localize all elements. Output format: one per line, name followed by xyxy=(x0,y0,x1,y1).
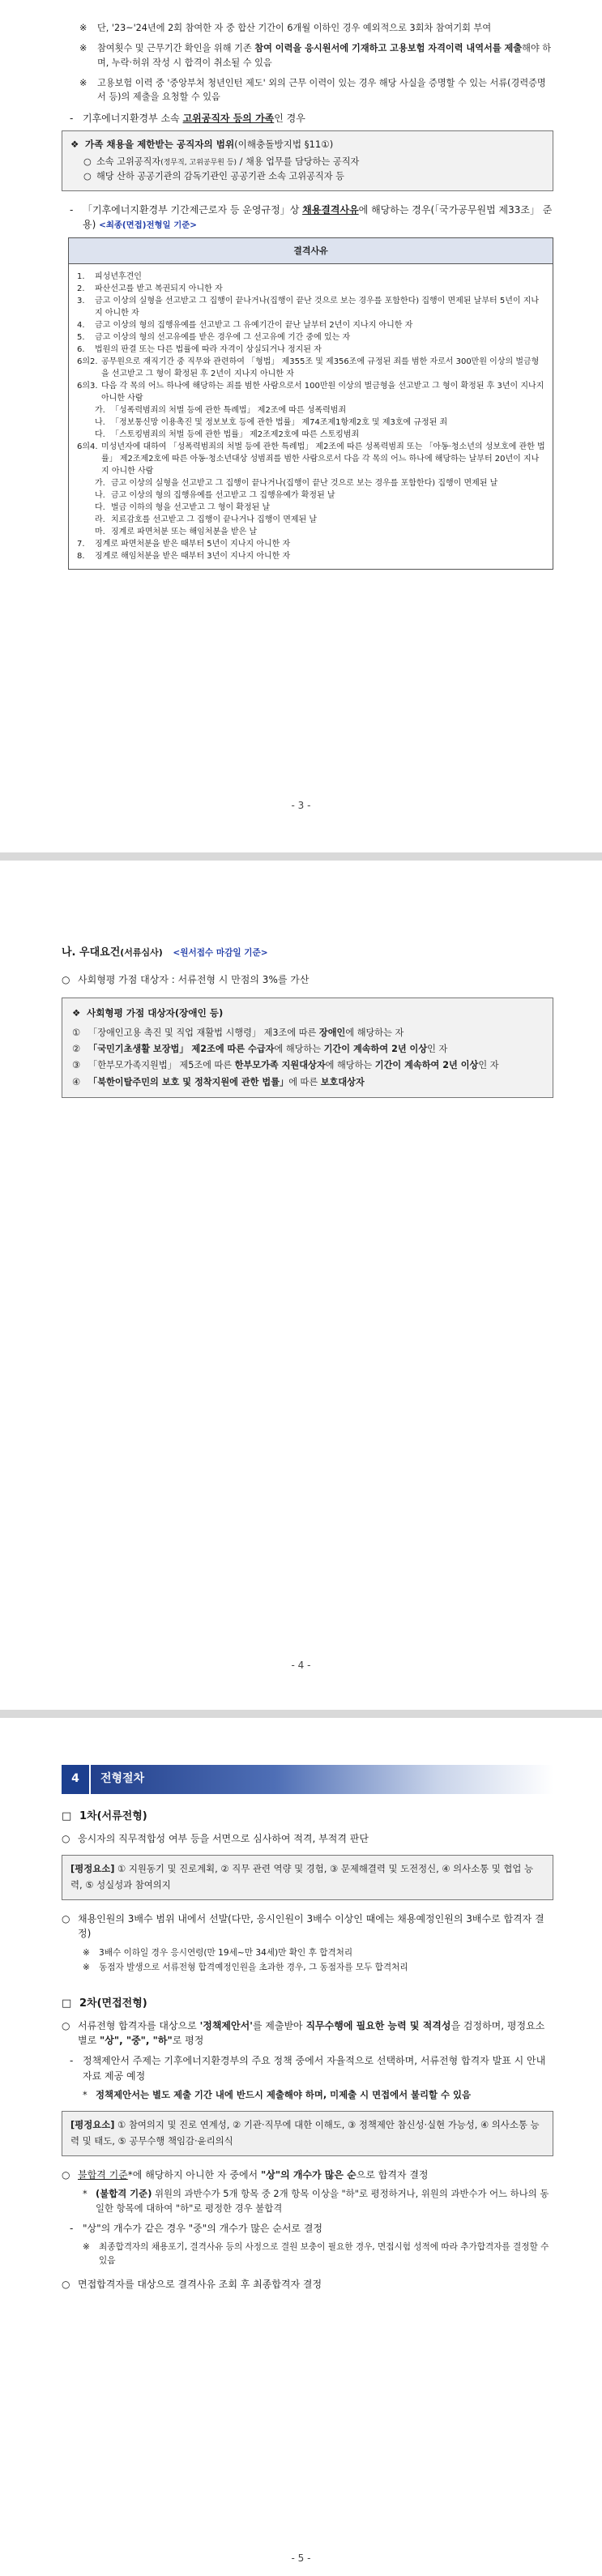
page-number: - 5 - xyxy=(291,2553,311,2564)
table-header: 결격사유 xyxy=(69,238,553,264)
disqualification-item: 4. 금고 이상의 형의 집행유예를 선고받고 그 유예기간이 끝난 날부터 2년이 지나지 아니한 자 xyxy=(77,320,413,330)
disqualification-item: 다. 벌금 이하의 형을 선고받고 그 형이 확정된 날 xyxy=(95,502,271,512)
note-item: ※ 참여횟수 및 근무기간 확인을 위해 기존 참여 이력을 응시원서에 기재하고 고용보험 자격이력 내역서를 제출해야 하며, 누락·허위 작성 시 합격이 취소될 수 있음 xyxy=(79,43,552,68)
circle-bullet: ○ xyxy=(83,171,92,182)
stage-1-desc: ○ 응시자의 직무적합성 여부 등을 서면으로 심사하여 적격, 부적격 판단 xyxy=(62,1831,553,1847)
stage-2-decision: ○ 불합격 기준*에 해당하지 아니한 자 중에서 "상"의 개수가 많은 순으로 합격자 결정 xyxy=(62,2168,553,2183)
page-3 xyxy=(0,0,602,852)
diamond-icon: ❖ xyxy=(72,1006,81,1019)
page-4 xyxy=(0,861,602,1710)
disqualification-item: 6의4. 미성년자에 대하여 「성폭력범죄의 처벌 등에 관한 특례법」 제2조에 따른 성폭력범죄 또는 「아동·청소년의 성보호에 관한 법률」 제2조제2호에 따른 아동·청소년대상 성범죄를 범한 사람으로서 다음 각 목의 어느 하나에 해당하는 날부터 20년이 지나지 아니한 사람 xyxy=(77,442,545,476)
box-item: ④ 「북한이탈주민의 보호 및 정착지원에 관한 법률」에 따른 보호대상자 xyxy=(72,1076,365,1087)
box-item: ① 「장애인고용 촉진 및 직업 재활법 시행령」 제3조에 따른 장애인에 해당하는 자 xyxy=(72,1027,404,1038)
note-item: ※ 고용보험 이력 중 '중앙부처 청년인턴 제도' 외의 근무 이력이 있는 경우 해당 사실을 증명할 수 있는 서류(경력증명서 등)의 제출을 요청할 수 있음 xyxy=(79,78,546,103)
stage-2-criteria: [평정요소] ① 참여의지 및 진로 연계성, ② 기관·직무에 대한 이해도, ③ 정책제안 참신성·실현 가능성, ④ 의사소통 능력 및 태도, ⑤ 공무수행 책임감·윤리의식 xyxy=(62,2111,553,2156)
dash-marker: - xyxy=(70,112,74,124)
stage-2-desc: ○ 서류전형 합격자를 대상으로 '정책제안서'를 제출받아 직무수행에 필요한 능력 및 적격성을 검정하며, 평정요소별로 "상", "중", "하"로 평정 xyxy=(62,2019,545,2047)
circle-bullet: ○ xyxy=(62,2019,70,2031)
disqualification-item: 나. 「정보통신망 이용촉진 및 정보보호 등에 관한 법률」 제74조제1항제2호 및 제3호에 규정된 죄 xyxy=(95,417,448,427)
stage-1-note: ※ 3배수 이하일 경우 응시연령(만 19세~만 34세)만 확인 후 합격처리 xyxy=(83,1947,353,1958)
circle-bullet: ○ xyxy=(83,156,92,168)
table-body xyxy=(69,264,553,569)
dash-marker: - xyxy=(70,203,74,216)
disqualification-item: 마. 징계로 파면처분 또는 해임처분을 받은 날 xyxy=(95,527,258,536)
bonus-target-box xyxy=(62,998,553,1098)
box-item: ② 「국민기초생활 보장법」 제2조에 따른 수급자에 해당하는 기간이 계속하여 2년 이상인 자 xyxy=(72,1044,448,1055)
disqualification-table xyxy=(68,237,553,570)
disqualification-item: 라. 치료감호를 선고받고 그 집행이 끝나거나 집행이 면제된 날 xyxy=(95,515,318,524)
stage-1-note: ※ 동점자 발생으로 서류전형 합격예정인원을 초과한 경우, 그 동점자를 모두 합격처리 xyxy=(83,1963,408,1973)
stage-2-warning: * 정책제안서는 별도 제출 기간 내에 반드시 제출해야 하며, 미제출 시 면접에서 불리할 수 있음 xyxy=(83,2089,472,2101)
tie-break-rule: - "상"의 개수가 같은 경우 "중"의 개수가 많은 순서로 결정 xyxy=(70,2222,323,2234)
box-heading: ❖ 사회형평 가점 대상자(장애인 등) xyxy=(72,1006,543,1021)
disqualification-item: 1. 피성년후견인 xyxy=(77,271,142,281)
stage-1-title: □ 1차(서류전형) xyxy=(62,1809,553,1825)
chapter-number: 4 xyxy=(62,1765,91,1794)
disqualification-condition: - 「기후에너지환경부 기간제근로자 등 운영규정」상 채용결격사유에 해당하는 경우(「국가공무원법 제33조」 준용) <최종(면접)전형일 기준> xyxy=(70,203,553,231)
stage-2-title: □ 2차(면접전형) xyxy=(62,1996,553,2012)
disqualification-item: 6. 법원의 판결 또는 다른 법률에 따라 자격이 상실되거나 정지된 자 xyxy=(77,344,322,354)
eligibility-notes xyxy=(62,21,553,105)
disqualification-item: 8. 징계로 해임처분을 받은 때부터 3년이 지나지 아니한 자 xyxy=(77,551,291,561)
disqualification-item: 가. 금고 이상의 실형을 선고받고 그 집행이 끝나거나(집행이 끝난 것으로 보는 경우를 포함한다) 집행이 면제된 날 xyxy=(95,478,498,488)
box-item: ③ 「한부모가족지원법」 제5조에 따른 한부모가족 지원대상자에 해당하는 기간이 계속하여 2년 이상인 자 xyxy=(72,1060,499,1071)
stage-1-criteria: [평정요소] ① 지원동기 및 진로계획, ② 직무 관련 역량 및 경험, ③ 문제해결력 및 도전정신, ④ 의사소통 및 협업 능력, ⑤ 성실성과 참여의지 xyxy=(62,1855,553,1900)
circle-bullet: ○ xyxy=(62,1833,70,1845)
page-number: - 3 - xyxy=(291,800,311,811)
family-condition: - 기후에너지환경부 소속 고위공직자 등의 가족인 경우 xyxy=(70,111,553,126)
page-number: - 4 - xyxy=(291,1660,311,1671)
box-item: ○ 해당 산하 공공기관의 감독기관인 공공기관 소속 고위공직자 등 xyxy=(83,169,543,183)
page-5 xyxy=(0,1718,602,2576)
square-bullet: □ xyxy=(62,1997,72,2010)
final-decision: ○ 면접합격자를 대상으로 결격사유 조회 후 최종합격자 결정 xyxy=(62,2277,553,2292)
note-item: ※ 단, '23~'24년에 2회 참여한 자 중 합산 기간이 6개월 이하인 경우 예외적으로 3회차 참여기회 부여 xyxy=(79,23,492,33)
disqualification-item: 나. 금고 이상의 형의 집행유예를 선고받고 그 집행유예가 확정된 날 xyxy=(95,490,335,500)
box-item: ○ 소속 고위공직자(정무직, 고위공무원 등) / 채용 업무를 담당하는 공직자 xyxy=(83,155,543,169)
stage-2-topic: - 정책제안서 주제는 기후에너지환경부의 주요 정책 중에서 자율적으로 선택하며, 서류전형 합격자 발표 시 안내자료 제공 예정 xyxy=(70,2054,546,2082)
bonus-points-line: ○ 사회형평 가점 대상자 : 서류전형 시 만점의 3%를 가산 xyxy=(62,972,553,988)
stage-1-selection: ○ 채용인원의 3배수 범위 내에서 선발(다만, 응시인원이 3배수 이상인 때에는 채용예정인원의 3배수로 합격자 결정) xyxy=(62,1912,544,1940)
box-heading: ❖ 가족 채용을 제한받는 공직자의 범위(이해충돌방지법 §11①) xyxy=(70,138,543,152)
diamond-icon: ❖ xyxy=(70,139,79,151)
square-bullet: □ xyxy=(62,1810,72,1822)
section-title: 나. 우대요건(서류심사) <원서접수 마감일 기준> xyxy=(62,946,268,959)
fail-criteria: * (불합격 기준) 위원의 과반수가 5개 항목 중 2개 항목 이상을 "하"로 평정하거나, 위원의 과반수가 어느 하나의 동일한 항목에 대하여 "하"로 평정한 경우 불합격 xyxy=(83,2188,549,2214)
circle-bullet: ○ xyxy=(62,2168,70,2181)
disqualification-item: 6의3. 다음 각 목의 어느 하나에 해당하는 죄를 범한 사람으로서 100만원 이상의 벌금형을 선고받고 그 형이 확정된 후 3년이 지나지 아니한 사람 xyxy=(77,381,544,403)
disqualification-item: 5. 금고 이상의 형의 선고유예를 받은 경우에 그 선고유예 기간 중에 있는 자 xyxy=(77,332,351,342)
family-restriction-box xyxy=(62,130,553,190)
chapter-title: 전형절차 xyxy=(91,1765,553,1794)
additional-pass-note: ※ 최종합격자의 채용포기, 결격사유 등의 사정으로 결원 보충이 필요한 경우, 면접시험 성적에 따라 추가합격자를 결정할 수 있음 xyxy=(83,2242,549,2266)
circle-bullet: ○ xyxy=(62,1912,70,1925)
disqualification-item: 6의2. 공무원으로 재직기간 중 직무와 관련하여 「형법」 제355조 및 제356조에 규정된 죄를 범한 자로서 300만원 이상의 벌금형을 선고받고 그 형이 확정된 후 2년이 지나지 아니한 자 xyxy=(77,357,540,378)
disqualification-item: 가. 「성폭력범죄의 처벌 등에 관한 특례법」 제2조에 따른 성폭력범죄 xyxy=(95,405,347,415)
disqualification-item: 2. 파산선고를 받고 복권되지 아니한 자 xyxy=(77,284,223,293)
disqualification-item: 7. 징계로 파면처분을 받은 때부터 5년이 지나지 아니한 자 xyxy=(77,539,291,549)
chapter-banner xyxy=(62,1765,553,1794)
circle-bullet: ○ xyxy=(62,974,70,986)
disqualification-item: 3. 금고 이상의 실형을 선고받고 그 집행이 끝나거나(집행이 끝난 것으로 보는 경우를 포함한다) 집행이 면제된 날부터 5년이 지나지 아니한 자 xyxy=(77,296,540,318)
disqualification-item: 다. 「스토킹범죄의 처벌 등에 관한 법률」 제2조제2호에 따른 스토킹범죄 xyxy=(95,429,360,439)
circle-bullet: ○ xyxy=(62,2279,70,2291)
